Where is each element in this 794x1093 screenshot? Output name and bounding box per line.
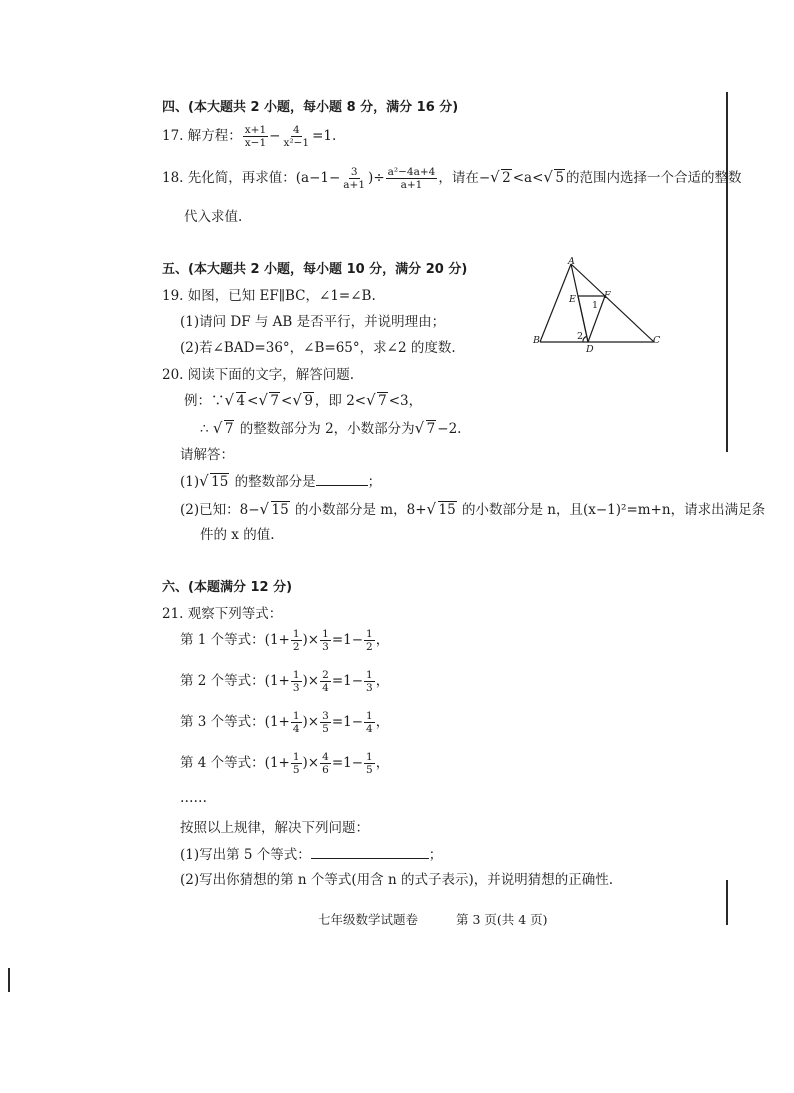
sqrt-7-c: √ 7: [212, 419, 234, 437]
footer-page: 第 3 页(共 4 页): [456, 912, 548, 927]
q20-conclusion: [200, 417, 461, 437]
q20-c-c: −2.: [437, 421, 462, 437]
q20-part-2-line2: 件的 x 的值.: [200, 527, 275, 543]
label-C: C: [653, 335, 661, 346]
q20-ex-a: 例：∵: [184, 393, 225, 409]
q21-p1-b: ；: [428, 847, 443, 863]
q20-p1-c: ；: [367, 474, 382, 490]
q17-fraction-1: $\frac{x+1}{x-1}$: [244, 124, 267, 149]
q18-text2: <a<: [512, 170, 544, 186]
sqrt-7: √ 7: [258, 391, 279, 409]
label-E: E: [569, 294, 576, 305]
q20-ex-b: ，即 2<: [314, 393, 367, 409]
q21-equation: 第 3 个等式：(1+ $\frac{1}{4}$ )× $\frac{3}{5}$ =1− $\frac{1}{4}$ ，: [180, 710, 390, 735]
label-A: A: [568, 256, 575, 267]
label-angle-1: 1: [592, 300, 599, 311]
q19-label: 19. 如图，已知 EF∥BC，∠1=∠B.: [162, 288, 376, 304]
q21-equation: 第 2 个等式：(1+ $\frac{1}{3}$ )× $\frac{2}{4}$ =1− $\frac{1}{3}$ ，: [180, 669, 390, 694]
q20-label: 20. 阅读下面的文字，解答问题.: [162, 367, 355, 383]
q17-fraction-2: $\frac{4}{\text{x²−1}}$: [283, 124, 310, 149]
sqrt-15-b: √ 15: [259, 500, 289, 518]
sqrt-9: √ 9: [292, 391, 313, 409]
label-angle-2: 2: [577, 331, 584, 342]
q18-text1: ，请在−: [438, 170, 491, 186]
q20-p2-c: 的小数部分是 n，且(x−1)²=m+n，请求出满足条: [462, 502, 766, 518]
q21-equation: 第 4 个等式：(1+ $\frac{1}{5}$ )× $\frac{4}{6}$ =1− $\frac{1}{5}$ ，: [180, 751, 390, 776]
q20-p1-a: (1): [180, 474, 200, 490]
q20-ex-c: <3，: [388, 393, 423, 409]
q20-lt2: <: [281, 393, 293, 409]
q20-example: [184, 389, 422, 409]
q19-part-2: (2)若∠BAD=36°，∠B=65°，求∠2 的度数.: [180, 340, 456, 356]
q20-part-1: [180, 470, 381, 490]
q20-p2-a: (2)已知：8−: [180, 502, 260, 518]
q20-p2-b: 的小数部分是 m，8+: [295, 502, 427, 518]
q17-minus: −: [269, 128, 281, 144]
section-6-heading: 六、(本题满分 12 分): [162, 580, 293, 595]
q21-p1-a: (1)写出第 5 个等式：: [180, 847, 311, 863]
q20-p1-b: 的整数部分是: [234, 474, 316, 490]
q18-sqrt-5: √ 5: [543, 168, 564, 186]
q20-lt1: <: [247, 393, 259, 409]
left-margin-mark: [8, 968, 10, 992]
right-margin-rule: [726, 92, 728, 452]
q17-label: 17. 解方程：: [162, 128, 242, 144]
q18-text3: 的范围内选择一个合适的整数: [566, 170, 742, 186]
sqrt-4: √ 4: [224, 391, 246, 409]
question-17: [162, 124, 336, 149]
q21-equation: 第 1 个等式：(1+ $\frac{1}{2}$ )× $\frac{1}{3}$ =1− $\frac{1}{2}$ ，: [180, 628, 390, 653]
label-D: D: [586, 344, 594, 355]
label-B: B: [533, 335, 540, 346]
q18-fraction-1: $\frac{3}{a+1}$: [343, 166, 366, 191]
q18-line2: 代入求值.: [184, 209, 243, 225]
question-18: [162, 166, 742, 191]
q18-div: )÷: [368, 170, 385, 186]
q21-ellipsis: ……: [180, 790, 207, 806]
sqrt-7-b: √ 7: [366, 391, 387, 409]
sqrt-15-c: √ 15: [426, 500, 456, 518]
sqrt-15: √ 15: [199, 472, 229, 490]
segment-ab: [540, 264, 571, 342]
q19-part-1: (1)请问 DF 与 AB 是否平行，并说明理由；: [180, 314, 446, 330]
q18-label: 18. 先化简，再求值：(a−1−: [162, 170, 341, 186]
q21-label: 21. 观察下列等式：: [162, 606, 283, 622]
q21-answer-blank[interactable]: [311, 858, 429, 859]
q21-part-2: (2)写出你猜想的第 n 个等式(用含 n 的式子表示)，并说明猜想的正确性.: [180, 872, 614, 888]
q18-fraction-2: $\frac{\text{a²−4a+4}}{a+1}$: [387, 166, 436, 191]
q20-c-a: ∴: [200, 421, 209, 437]
angle-2-arc: [583, 337, 587, 343]
right-margin-rule-lower: [726, 880, 728, 925]
section-5-heading: 五、(本大题共 2 小题，每小题 10 分，满分 20 分): [162, 262, 468, 277]
q21-part-1: [180, 843, 442, 863]
q21-rule: 按照以上规律，解决下列问题：: [180, 820, 369, 836]
q18-sqrt-2: √ 2: [490, 168, 511, 186]
q17-tail: =1.: [312, 128, 337, 144]
q20-c-b: 的整数部分为 2，小数部分为: [239, 421, 415, 437]
q20-answer-blank-1[interactable]: [316, 485, 368, 486]
section-4-heading: 四、(本大题共 2 小题，每小题 8 分，满分 16 分): [162, 100, 459, 115]
label-F: F: [604, 290, 611, 301]
segment-ac: [571, 264, 654, 342]
q20-part-2: [180, 498, 765, 518]
q20-ask: 请解答：: [180, 447, 234, 463]
sqrt-7-d: √ 7: [414, 419, 436, 437]
footer-title: 七年级数学试题卷: [318, 912, 419, 927]
